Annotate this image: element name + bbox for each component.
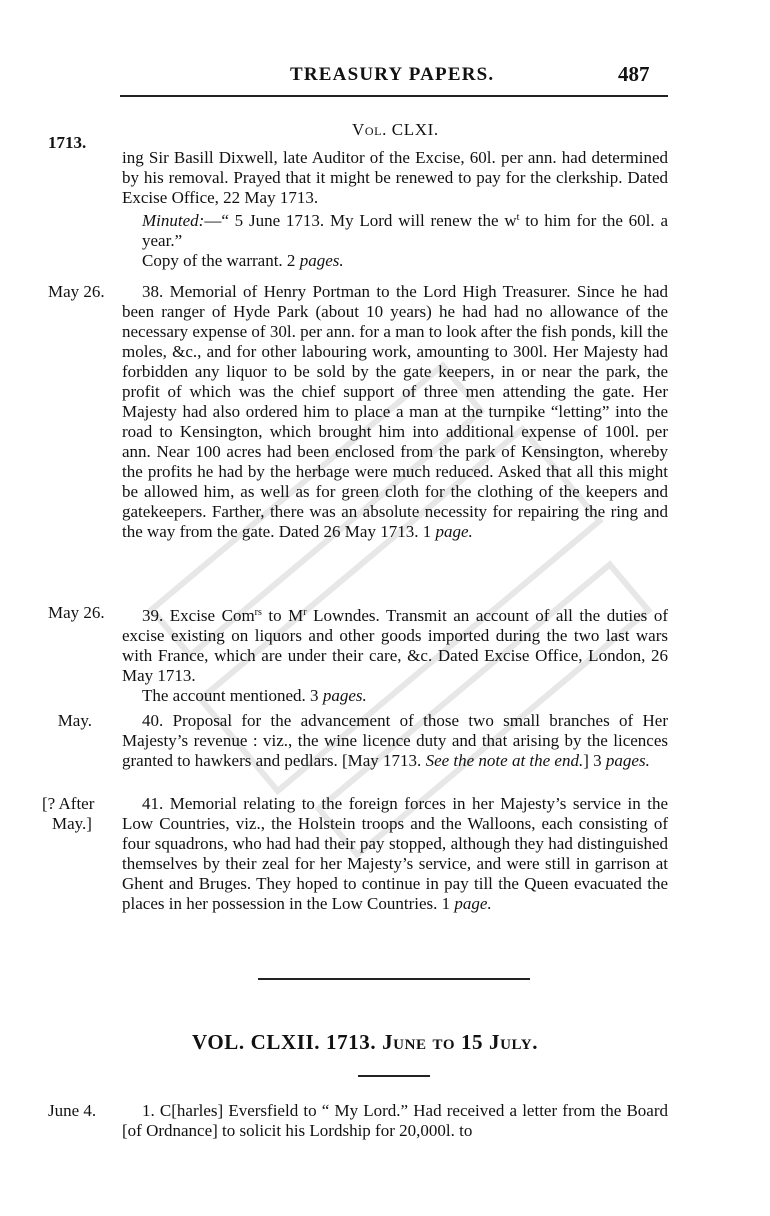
minuted-superscript: t: [516, 212, 520, 223]
entry-39-sup-b: r: [303, 607, 307, 618]
volume-heading: Vol. CLXI.: [352, 120, 439, 139]
page-number: 487: [618, 62, 650, 86]
entry-41-date-line1: [? After: [42, 794, 95, 813]
next-volume-title-range: June to 15 July.: [382, 1030, 539, 1054]
minuted-note: [122, 208, 668, 251]
next-volume-title: [192, 1030, 538, 1055]
entry-38: [122, 282, 668, 542]
copy-line-text: Copy of the warrant. 2: [142, 251, 300, 270]
entry-40-date: May.: [57, 711, 92, 730]
entry-40: [122, 711, 668, 771]
entry-continuation: [122, 148, 668, 271]
next-entry-text: 1. C[harles] Eversfield to “ My Lord.” Had received a letter from the Board [of Ordnance] to solicit his Lordship for 20,000l. to: [122, 1101, 668, 1140]
minuted-label: Minuted:: [142, 211, 205, 230]
entry-41: [122, 794, 668, 914]
copy-pages: pages.: [299, 251, 344, 270]
entry-continuation-text: ing Sir Basill Dixwell, late Auditor of the Excise, 60l. per ann. had determined by his removal. Prayed that it might be renewed to pay for the clerkship. Dated Excise Office, 22 May 1713.: [122, 148, 668, 207]
entry-39-date: May 26.: [48, 603, 105, 622]
entry-40-tail: ] 3: [583, 751, 606, 770]
entry-39-text-c: Lowndes. Transmit an account of all the duties of excise existing on liquors and other goods imported during the two last wars with France, which are under their care, &c. Dated Excise Office, London, 26 May 1713.: [122, 606, 668, 685]
copy-line: [122, 251, 668, 271]
entry-40-text: 40. Proposal for the advancement of those two small branches of Her Majesty’s revenue : viz., the wine licence duty and that arising by the licences granted to hawkers and pedlars. [May 1713.: [122, 711, 668, 770]
entry-40-note: See the note at the end.: [425, 751, 584, 770]
entry-38-pages: page.: [435, 522, 473, 541]
entry-39-sup-a: rs: [254, 607, 262, 618]
entry-39-sub-pages: pages.: [322, 686, 367, 705]
next-volume-title-main: VOL. CLXII. 1713.: [192, 1030, 383, 1054]
next-entry-date: June 4.: [48, 1101, 97, 1120]
section-divider-rule: [258, 978, 530, 980]
entry-39-sub-line: The account mentioned. 3: [142, 686, 323, 705]
running-header-title: TREASURY PAPERS.: [290, 64, 495, 85]
next-entry: [122, 1101, 668, 1141]
header-rule: [120, 95, 668, 97]
entry-41-date: [42, 794, 94, 834]
entry-40-pages: pages.: [605, 751, 650, 770]
minuted-tail: to him for the 60l. a year.”: [142, 211, 669, 250]
entry-39-text-a: 39. Excise Com: [142, 606, 255, 625]
entry-38-text: 38. Memorial of Henry Portman to the Lord High Treasurer. Since he had been ranger of Hyde Park (about 10 years) he had had no allowance of the necessary expense of 30l. per ann. for a man to look after the fish ponds, kill the moles, &c., and for other labouring work, amounting to 300l. Her Majesty had forbidden any liquor to be sold by the gate keepers, in or near the park, the profit of which was the chief support of three men attending the gate. Her Majesty had also ordered him to place a man at the turnpike “letting” into the road to Kensington, which brought him into additional expense of 100l. per ann. Near 100 acres had been enclosed from the park of Kensington, whereby the profits he had by the herbage were much reduced. Asked that all this might be allowed him, as well as for green cloth for the clothing of the keepers and gatekeepers. Farther, there was an absolute necessity for repairing the ring and the way from the gate. Dated 26 May 1713. 1: [122, 282, 668, 541]
minuted-text: —“ 5 June 1713. My Lord will renew the w: [204, 211, 517, 230]
entry-38-date: May 26.: [48, 282, 105, 301]
volume-title-rule: [358, 1075, 430, 1077]
entry-39: [122, 603, 668, 706]
entry-41-date-line2: May.]: [52, 814, 92, 833]
entry-39-text-b: to M: [261, 606, 304, 625]
entry-41-pages: page.: [454, 894, 492, 913]
margin-year: 1713.: [48, 133, 87, 152]
entry-41-text: 41. Memorial relating to the foreign forces in her Majesty’s service in the Low Countries, viz., the Holstein troops and the Walloons, each consisting of four squadrons, who had had their pay stopped, although they had distinguished themselves by their zeal for her Majesty’s service, and were still in garrison at Ghent and Bruges. They hoped to continue in pay till the Queen evacuated the places in her possession in the Low Countries. 1: [122, 794, 668, 913]
